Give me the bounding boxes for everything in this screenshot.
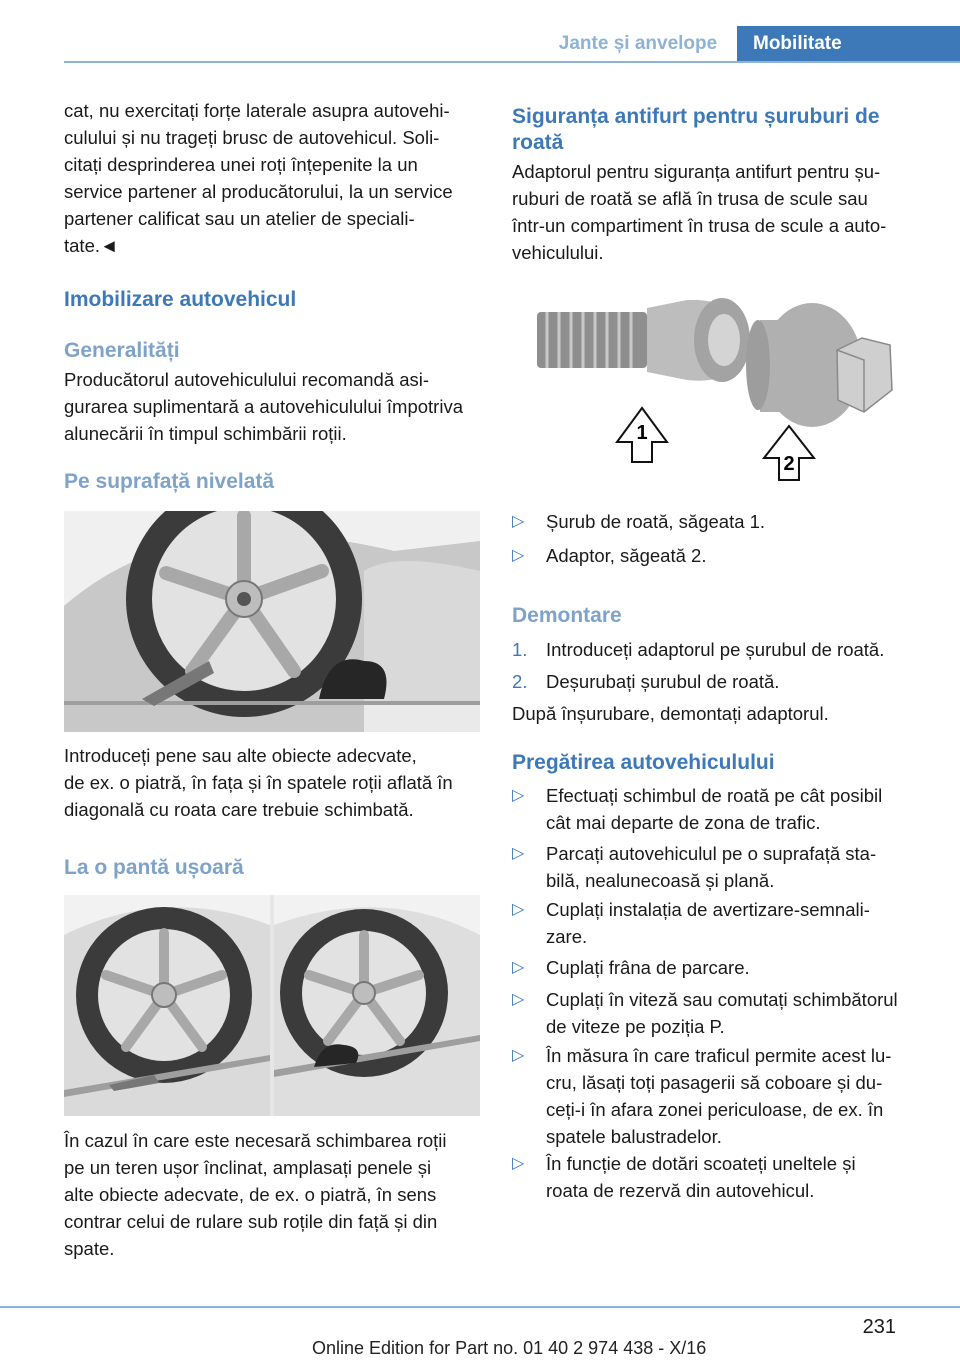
header-rule <box>64 61 960 63</box>
heading-immobilize: Imobilizare autovehicul <box>64 288 297 311</box>
triangle-bullet-icon: ▷ <box>512 959 525 976</box>
triangle-bullet-icon: ▷ <box>512 1047 525 1064</box>
triangle-bullet-icon: ▷ <box>512 547 525 564</box>
triangle-bullet-icon: ▷ <box>512 901 525 918</box>
page-number: 231 <box>862 1316 896 1338</box>
heading-flat-surface: Pe suprafață nivelată <box>64 470 275 493</box>
heading-general: Generalități <box>64 339 180 362</box>
figure-arrow-label-2: 2 <box>783 453 795 475</box>
triangle-bullet-icon: ▷ <box>512 513 525 530</box>
figure-flat-surface-wheel <box>64 511 480 732</box>
slope-paragraph: În cazul în care este necesară schimbarea roții pe un teren ușor înclinat, amplasați penele și alte obiecte adecvate, de ex. o piatră, în sens contrar celui de rulare sub roțile din față și din spate. <box>64 1130 447 1259</box>
header-section-label: Jante și anvelope <box>558 33 718 54</box>
figure-lock-bolt-adapter <box>512 290 928 490</box>
general-paragraph: Producătorul autovehiculului recomandă asi- gurarea suplimentară a autovehiculului împotriva alunecării în timpul schimbării roții. <box>64 369 463 444</box>
antitheft-paragraph: Adaptorul pentru siguranța antifurt pentru șu- ruburi de roată se află în trusa de scule sau într-un compartiment în trusa de scule a auto- vehiculului. <box>512 161 887 263</box>
figure-arrow-label-1: 1 <box>636 422 648 444</box>
triangle-bullet-icon: ▷ <box>512 991 525 1008</box>
remove-after-text: După înșurubare, demontați adaptorul. <box>512 703 829 724</box>
figure-slope-wheels <box>64 895 480 1116</box>
footer-rule <box>0 1306 960 1308</box>
flat-paragraph: Introduceți pene sau alte obiecte adecvate, de ex. o piatră, în fața și în spatele roții aflată în diagonală cu roata care trebuie schimbată. <box>64 745 453 820</box>
intro-paragraph: cat, nu exercitați forțe laterale asupra autovehi- culului și nu trageți brusc de autovehicul. Soli- citați desprinderea unei roți înțepenite la un service partener al producătorului, la un service partener calificat sau un atelier de speciali- tate.◄ <box>64 100 453 256</box>
footer-edition-text: Online Edition for Part no. 01 40 2 974 438 - X/16 <box>312 1338 707 1358</box>
triangle-bullet-icon: ▷ <box>512 787 525 804</box>
heading-remove: Demontare <box>512 604 622 627</box>
triangle-bullet-icon: ▷ <box>512 845 525 862</box>
triangle-bullet-icon: ▷ <box>512 1155 525 1172</box>
heading-antitheft: Siguranța antifurt pentru șuruburi de roată <box>512 105 880 154</box>
header-chapter-label: Mobilitate <box>737 26 960 61</box>
heading-prepare: Pregătirea autovehiculului <box>512 751 775 774</box>
heading-slope: La o pantă ușoară <box>64 856 244 879</box>
